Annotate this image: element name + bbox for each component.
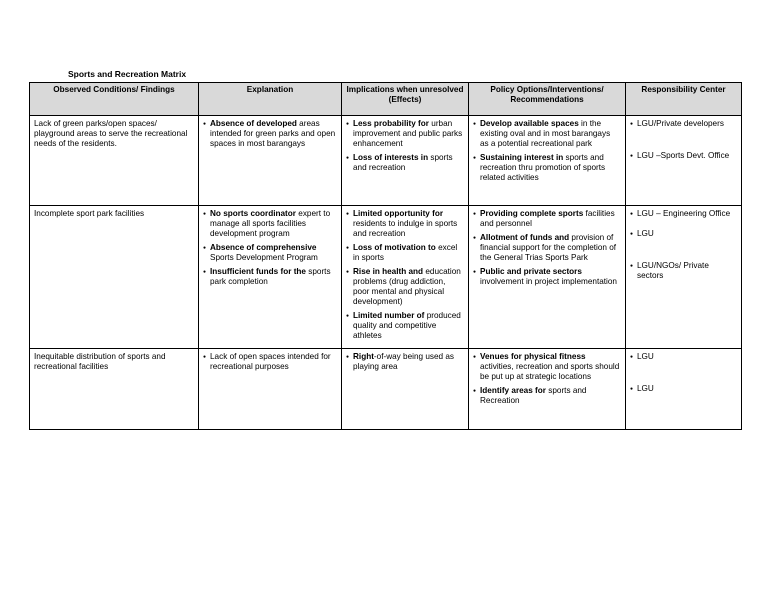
list-item: ● Less probability for urban improvement and public parks enhancement	[346, 119, 464, 149]
list-item: ● Identify areas for sports and Recreation	[473, 386, 621, 406]
list-item: ● Sustaining interest in sports and recreation thru promotion of sports related activities	[473, 153, 621, 183]
policy-cell	[469, 206, 626, 349]
list-item: ● LGU/Private developers	[630, 119, 737, 129]
policy-cell	[469, 349, 626, 430]
list-item: ● No sports coordinator expert to manage all sports facilities development program	[203, 209, 337, 239]
list-item: ● Lack of open spaces intended for recreational purposes	[203, 352, 337, 372]
header-row	[30, 83, 742, 116]
list-item: ● Right-of-way being used as playing area	[346, 352, 464, 372]
list-item: ● Absence of comprehensive Sports Development Program	[203, 243, 337, 263]
explanation-cell	[199, 206, 342, 349]
header-responsibility-center: Responsibility Center	[626, 83, 742, 116]
finding-cell: Lack of green parks/open spaces/ playground areas to serve the recreational needs of the residents.	[30, 116, 199, 206]
list-item: ● LGU –Sports Devt. Office	[630, 151, 737, 161]
header-explanation: Explanation	[199, 83, 342, 116]
list-item: ● Public and private sectors involvement in project implementation	[473, 267, 621, 287]
list-item: ● Rise in health and education problems (drug addiction, poor mental and physical development)	[346, 267, 464, 307]
document-title: Sports and Recreation Matrix	[68, 69, 187, 79]
finding-cell: Inequitable distribution of sports and recreational facilities	[30, 349, 199, 430]
implications-cell	[342, 349, 469, 430]
list-item: ● Providing complete sports facilities and personnel	[473, 209, 621, 229]
table-row	[30, 206, 742, 349]
sports-recreation-matrix	[29, 82, 742, 430]
finding-cell: Incomplete sport park facilities	[30, 206, 199, 349]
list-item: ● LGU	[630, 384, 737, 394]
table-row	[30, 116, 742, 206]
list-item: ● LGU – Engineering Office	[630, 209, 737, 219]
table-row	[30, 349, 742, 430]
implications-cell	[342, 206, 469, 349]
list-item: ● Loss of interests in sports and recreation	[346, 153, 464, 173]
list-item: ● Insufficient funds for the sports park completion	[203, 267, 337, 287]
responsibility-cell	[626, 349, 742, 430]
header-observed-conditions: Observed Conditions/ Findings	[30, 83, 199, 116]
explanation-cell	[199, 116, 342, 206]
implications-cell	[342, 116, 469, 206]
responsibility-cell	[626, 116, 742, 206]
list-item: ● Limited number of produced quality and competitive athletes	[346, 311, 464, 341]
responsibility-cell	[626, 206, 742, 349]
header-policy-options: Policy Options/Interventions/ Recommendations	[469, 83, 626, 116]
list-item: ● LGU	[630, 352, 737, 362]
explanation-cell	[199, 349, 342, 430]
list-item: ● Limited opportunity for residents to indulge in sports and recreation	[346, 209, 464, 239]
list-item: ● Loss of motivation to excel in sports	[346, 243, 464, 263]
list-item: ● Venues for physical fitness activities, recreation and sports should be put up at strategic locations	[473, 352, 621, 382]
list-item: ● Absence of developed areas intended for green parks and open spaces in most barangays	[203, 119, 337, 149]
list-item: ● Allotment of funds and provision of financial support for the completion of the General Trias Sports Park	[473, 233, 621, 263]
list-item: ● LGU	[630, 229, 737, 239]
list-item: ● Develop available spaces in the existing oval and in most barangays as a potential recreational park	[473, 119, 621, 149]
list-item: ● LGU/NGOs/ Private sectors	[630, 261, 737, 281]
header-implications: Implications when unresolved (Effects)	[342, 83, 469, 116]
policy-cell	[469, 116, 626, 206]
